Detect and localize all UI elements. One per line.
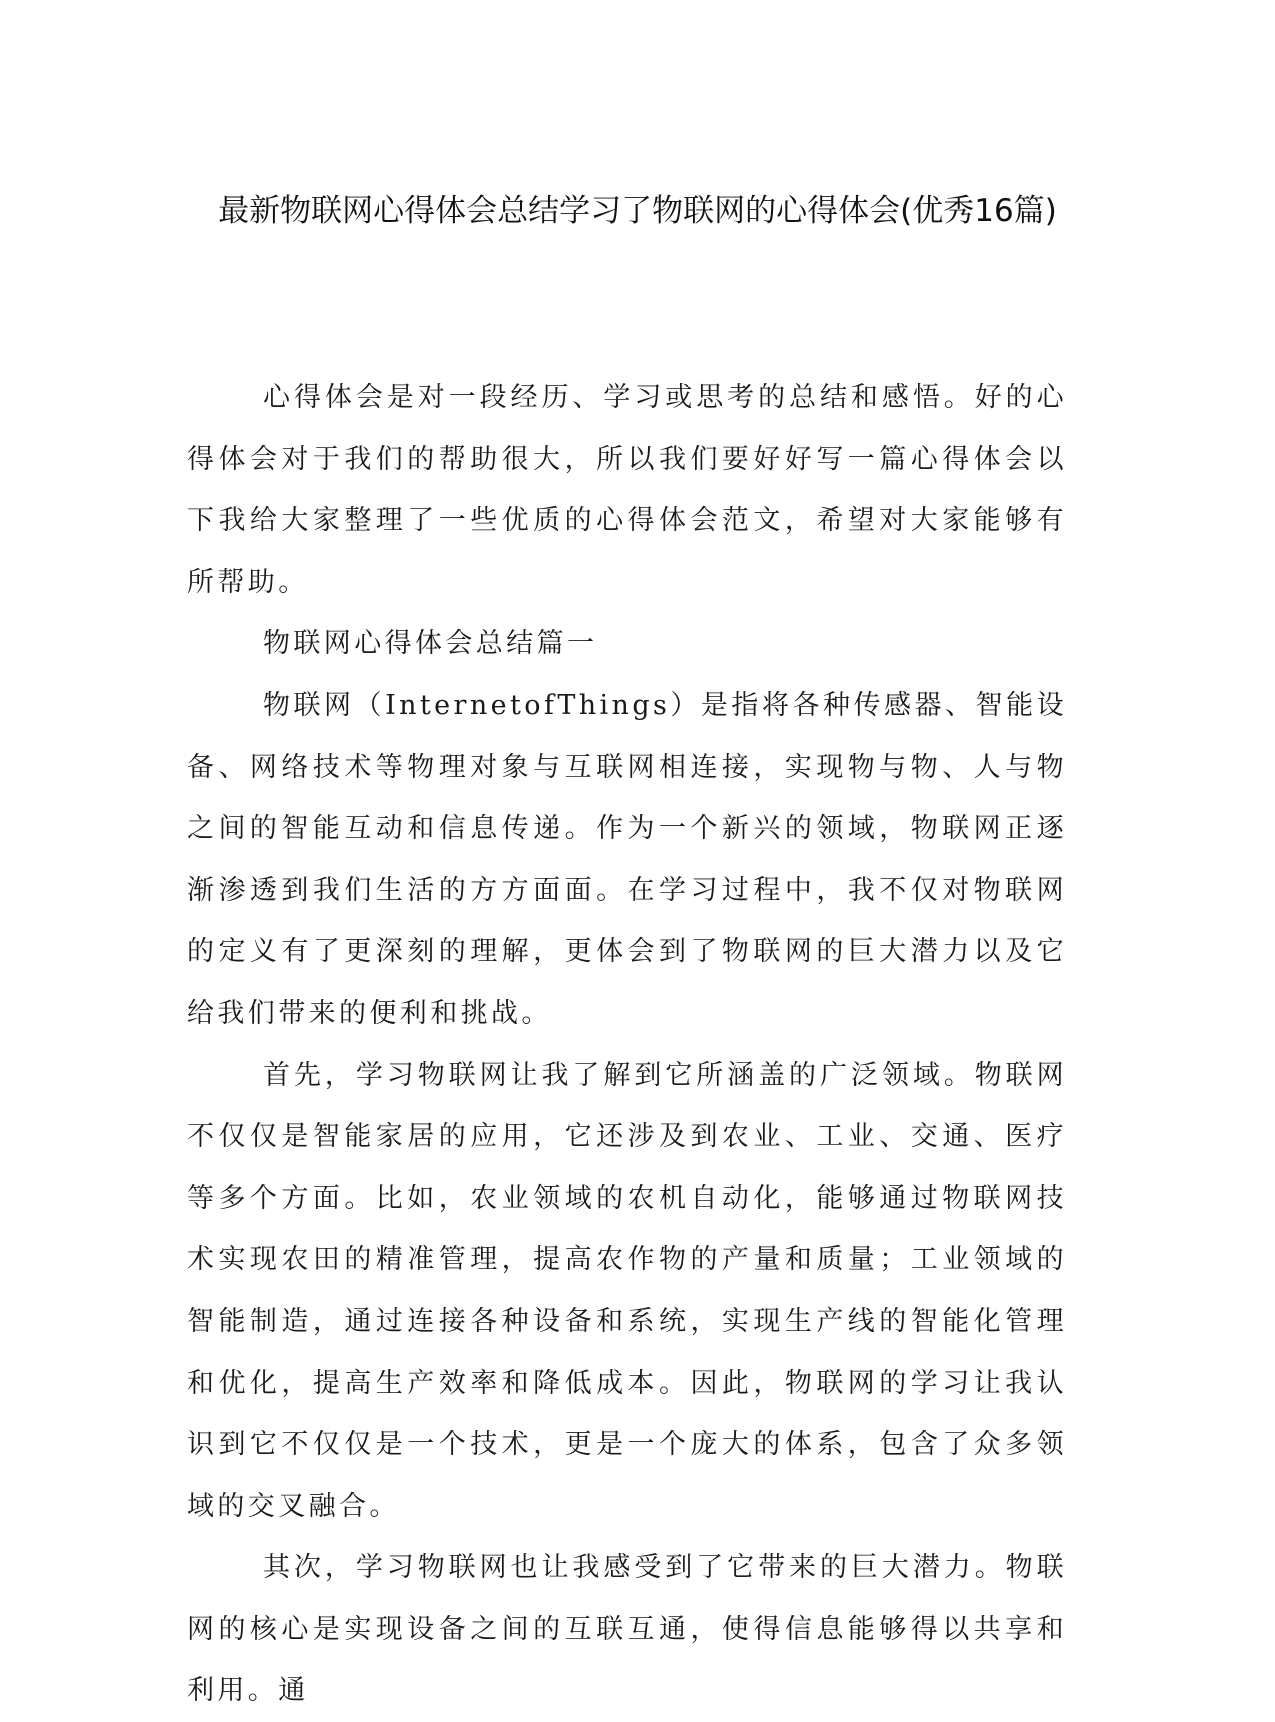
document-title: 最新物联网心得体会总结学习了物联网的心得体会(优秀16篇) <box>218 193 1057 229</box>
paragraph-definition: 物联网（InternetofThings）是指将各种传感器、智能设备、网络技术等物理对象与互联网相连接，实现物与物、人与物之间的智能互动和信息传递。作为一个新兴的领域，物联网正逐渐渗透到我们生活的方方面面。在学习过程中，我不仅对物联网的定义有了更深刻的理解，更体会到了物联网的巨大潜力以及它给我们带来的便利和挑战。 <box>187 689 1067 1029</box>
paragraph-intro: 心得体会是对一段经历、学习或思考的总结和感悟。好的心得体会对于我们的帮助很大，所以我们要好好写一篇心得体会以下我给大家整理了一些优质的心得体会范文，希望对大家能够有所帮助。 <box>187 382 1067 598</box>
paragraph-second: 其次，学习物联网也让我感受到了它带来的巨大潜力。物联网的核心是实现设备之间的互联互通，使得信息能够得以共享和利用。通 <box>187 1552 1067 1707</box>
paragraph-first: 首先，学习物联网让我了解到它所涵盖的广泛领域。物联网不仅仅是智能家居的应用，它还涉及到农业、工业、交通、医疗等多个方面。比如，农业领域的农机自动化，能够通过物联网技术实现农田的精准管理，提高农作物的产量和质量；工业领域的智能制造，通过连接各种设备和系统，实现生产线的智能化管理和优化，提高生产效率和降低成本。因此，物联网的学习让我认识到它不仅仅是一个技术，更是一个庞大的体系，包含了众多领域的交叉融合。 <box>187 1059 1067 1522</box>
document-body <box>187 367 1067 1722</box>
section-heading: 物联网心得体会总结篇一 <box>263 628 598 660</box>
